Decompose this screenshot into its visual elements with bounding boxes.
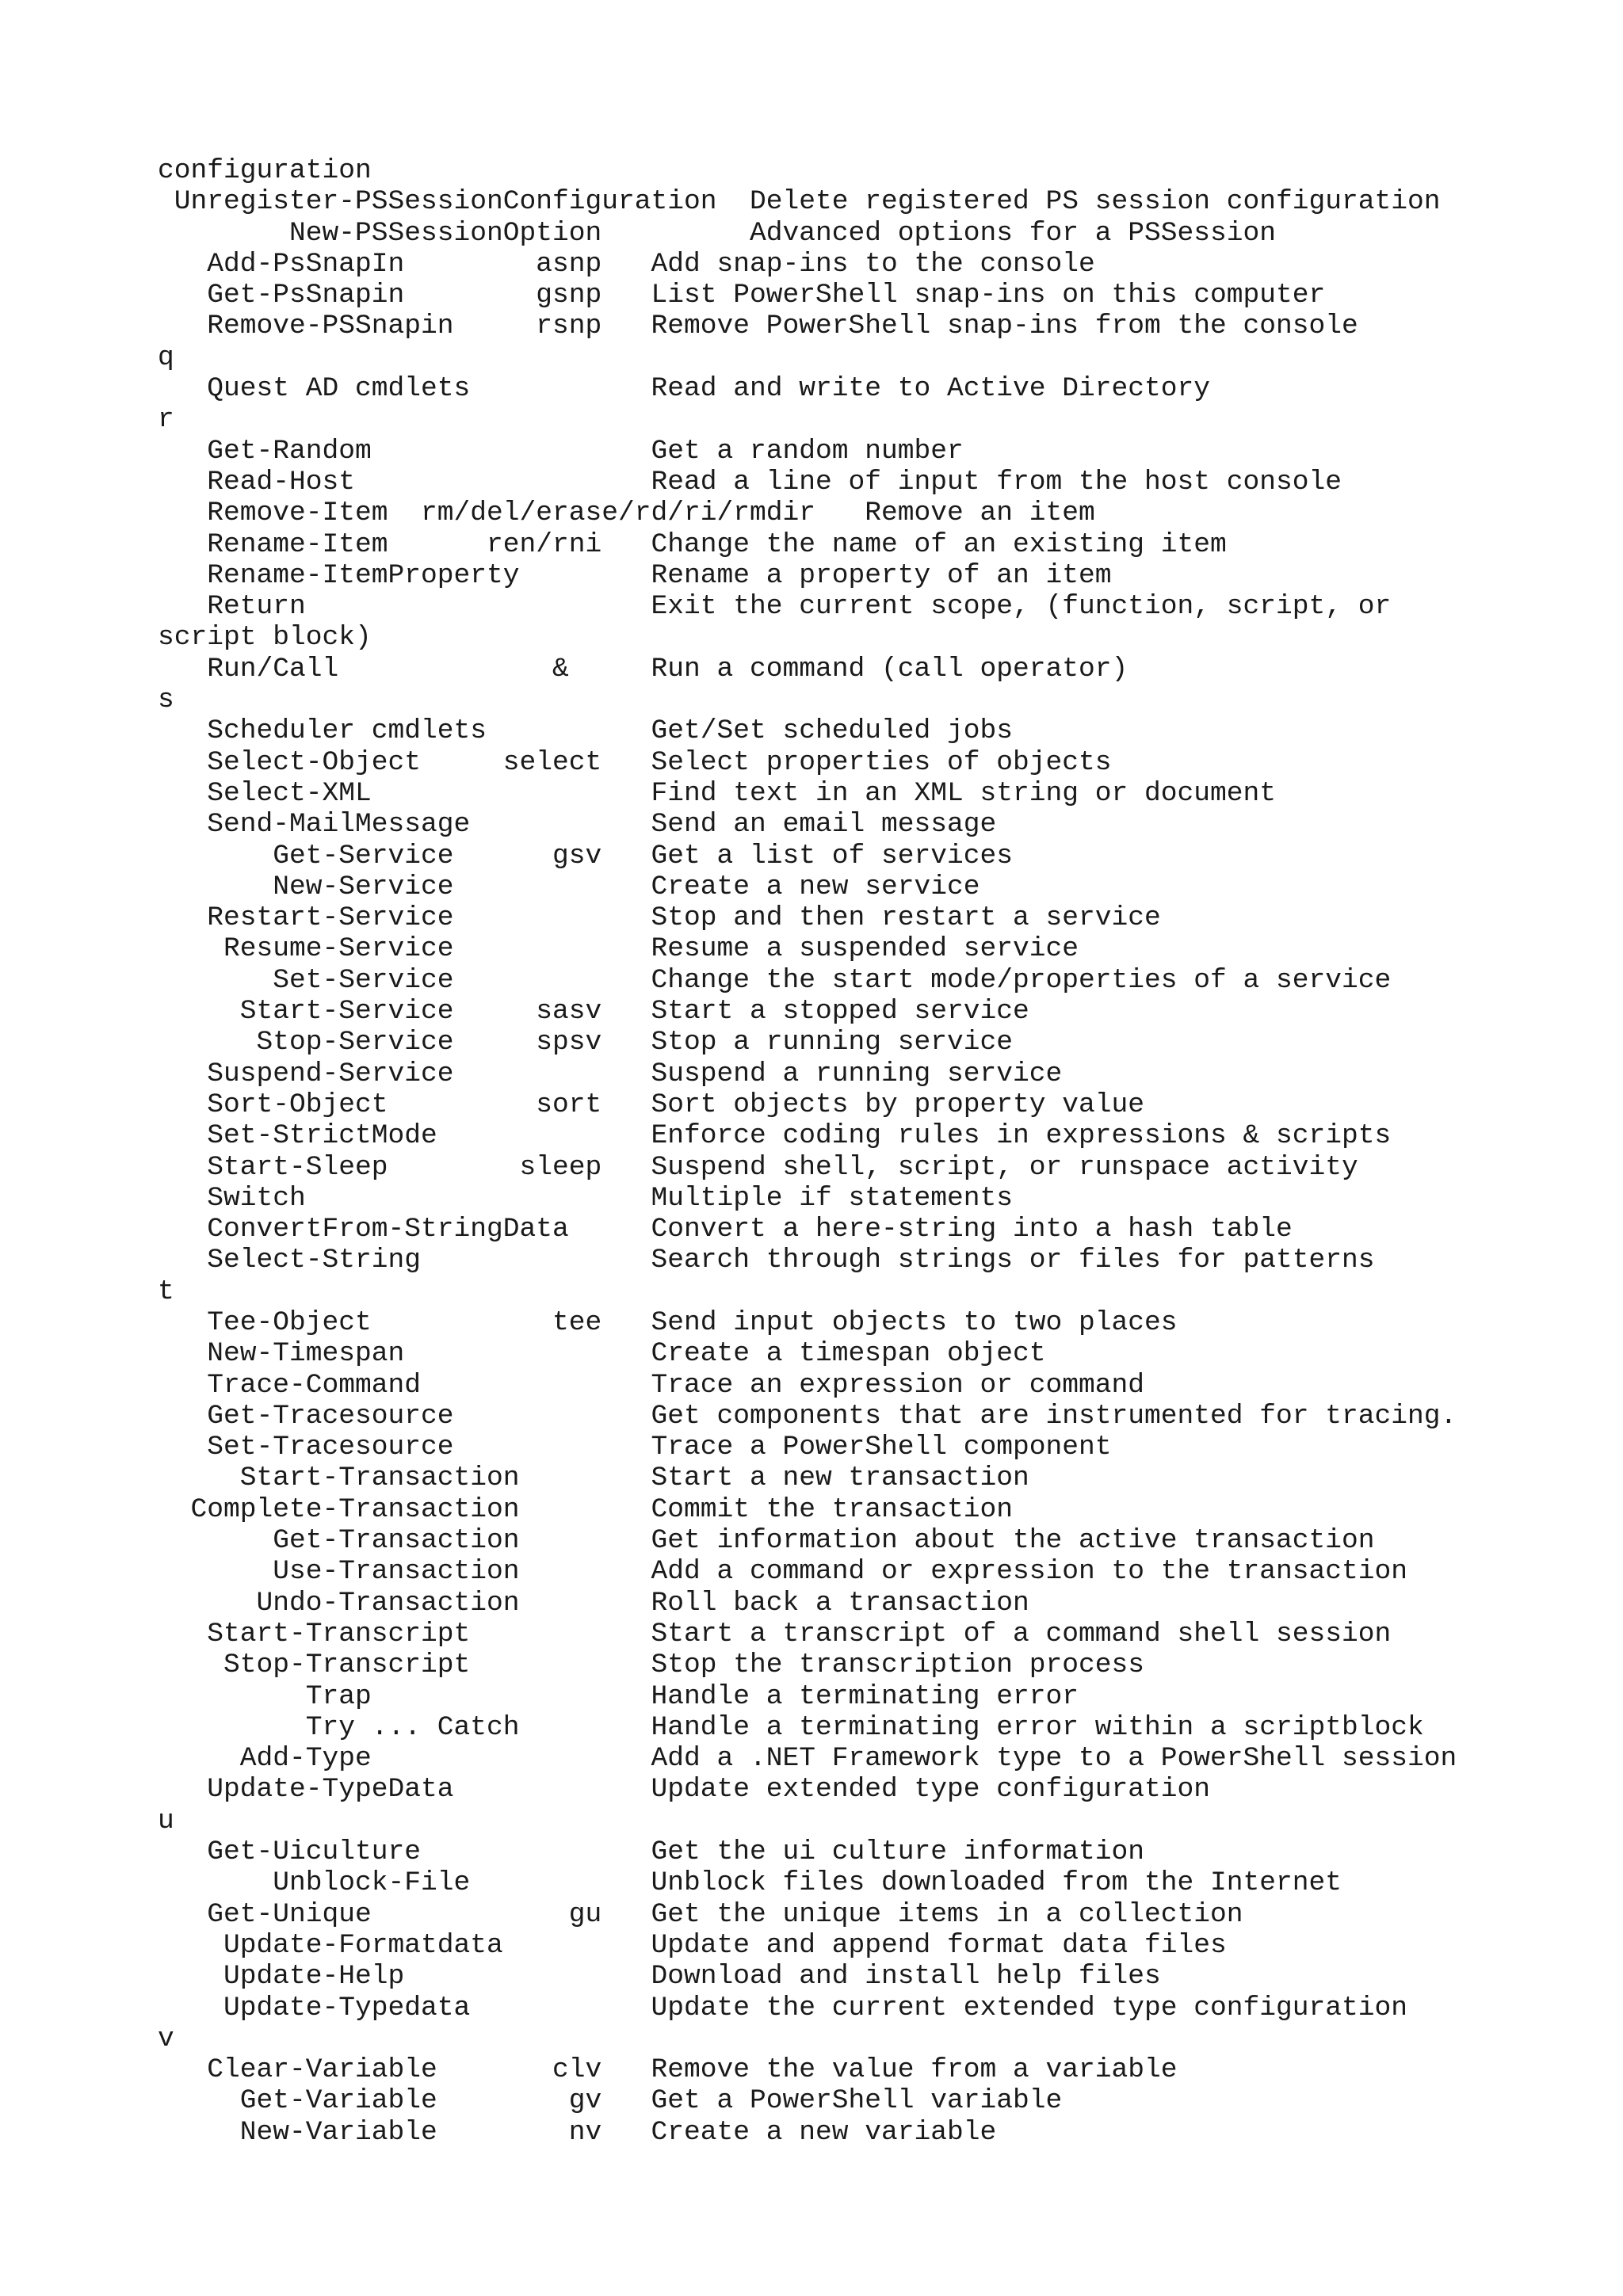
text-line: Clear-Variable clv Remove the value from a variable (158, 2054, 1178, 2086)
text-line: Try ... Catch Handle a terminating error within a scriptblock (158, 1711, 1424, 1743)
text-line: Switch Multiple if statements (158, 1182, 1014, 1214)
text-line: Run/Call & Run a command (call operator) (158, 653, 1128, 685)
text-line: Update-Formatdata Update and append format data files (158, 1929, 1227, 1961)
text-line: Get-Unique gu Get the unique items in a collection (158, 1898, 1243, 1930)
text-line: Start-Transcript Start a transcript of a command shell session (158, 1618, 1392, 1650)
text-line: Update-TypeData Update extended type configuration (158, 1774, 1211, 1806)
text-line: Get-Uiculture Get the ui culture information (158, 1836, 1145, 1868)
text-line: u (158, 1805, 174, 1836)
text-line: Rename-ItemProperty Rename a property of an item (158, 559, 1112, 591)
text-line: Use-Transaction Add a command or expression to the transaction (158, 1556, 1408, 1588)
text-line: Update-Help Download and install help files (158, 1961, 1161, 1993)
text-line: Tee-Object tee Send input objects to two places (158, 1306, 1178, 1338)
text-line: Quest AD cmdlets Read and write to Active Directory (158, 373, 1211, 405)
text-line: Remove-PSSnapin rsnp Remove PowerShell snap-ins from the console (158, 311, 1358, 342)
text-line: Update-Typedata Update the current extended type configuration (158, 1992, 1408, 2023)
text-line: Restart-Service Stop and then restart a service (158, 902, 1161, 934)
text-line: Set-Service Change the start mode/properties of a service (158, 964, 1392, 996)
text-line: Trap Handle a terminating error (158, 1680, 1079, 1712)
text-line: Resume-Service Resume a suspended service (158, 933, 1079, 965)
text-line: Get-Variable gv Get a PowerShell variable (158, 2085, 1063, 2117)
text-line: v (158, 2023, 174, 2054)
text-line: New-Timespan Create a timespan object (158, 1338, 1046, 1370)
text-line: Read-Host Read a line of input from the host console (158, 466, 1342, 498)
text-line: Get-Transaction Get information about the active transaction (158, 1525, 1375, 1557)
text-line: Scheduler cmdlets Get/Set scheduled jobs (158, 715, 1014, 747)
text-line: New-Variable nv Create a new variable (158, 2116, 997, 2148)
text-line: Get-PsSnapin gsnp List PowerShell snap-ins on this computer (158, 280, 1326, 311)
text-line: Suspend-Service Suspend a running service (158, 1058, 1063, 1089)
text-line: ConvertFrom-StringData Convert a here-string into a hash table (158, 1214, 1293, 1245)
text-line: Return Exit the current scope, (function, script, or (158, 591, 1392, 623)
text-line: Sort-Object sort Sort objects by property value (158, 1089, 1145, 1120)
text-line: Stop-Transcript Stop the transcription process (158, 1650, 1145, 1681)
text-line: t (158, 1276, 174, 1307)
text-line: Start-Sleep sleep Suspend shell, script, or runspace activity (158, 1151, 1358, 1183)
text-line: Unregister-PSSessionConfiguration Delete registered PS session configuration (158, 186, 1441, 218)
text-line: s (158, 685, 174, 716)
text-line: configuration (158, 155, 372, 186)
text-line: Add-PsSnapIn asnp Add snap-ins to the console (158, 248, 1095, 280)
text-line: Remove-Item rm/del/erase/rd/ri/rmdir Remove an item (158, 498, 1095, 529)
text-line: Select-String Search through strings or files for patterns (158, 1245, 1375, 1276)
text-line: Send-MailMessage Send an email message (158, 809, 997, 841)
text-line: script block) (158, 622, 372, 654)
text-line: Unblock-File Unblock files downloaded from the Internet (158, 1867, 1342, 1899)
text-line: Set-Tracesource Trace a PowerShell component (158, 1432, 1112, 1463)
text-line: New-Service Create a new service (158, 871, 980, 902)
text-line: Stop-Service spsv Stop a running service (158, 1027, 1014, 1058)
text-line: Set-StrictMode Enforce coding rules in expressions & scripts (158, 1120, 1392, 1152)
text-line: Trace-Command Trace an expression or command (158, 1369, 1145, 1401)
text-line: Start-Transaction Start a new transaction (158, 1463, 1029, 1494)
document-body (158, 155, 1457, 2148)
text-line: Get-Tracesource Get components that are instrumented for tracing. (158, 1400, 1457, 1432)
text-line: Select-Object select Select properties of objects (158, 746, 1112, 778)
text-line: Add-Type Add a .NET Framework type to a PowerShell session (158, 1743, 1457, 1775)
text-line: q (158, 341, 174, 373)
text-line: Get-Random Get a random number (158, 435, 964, 467)
text-line: Start-Service sasv Start a stopped service (158, 996, 1029, 1028)
text-line: Complete-Transaction Commit the transaction (158, 1493, 1014, 1525)
text-line: Select-XML Find text in an XML string or document (158, 777, 1277, 809)
text-line: New-PSSessionOption Advanced options for a PSSession (158, 217, 1277, 249)
text-line: r (158, 404, 174, 436)
text-line: Rename-Item ren/rni Change the name of an existing item (158, 528, 1227, 560)
text-line: Undo-Transaction Roll back a transaction (158, 1587, 1029, 1619)
text-line: Get-Service gsv Get a list of services (158, 840, 1014, 871)
